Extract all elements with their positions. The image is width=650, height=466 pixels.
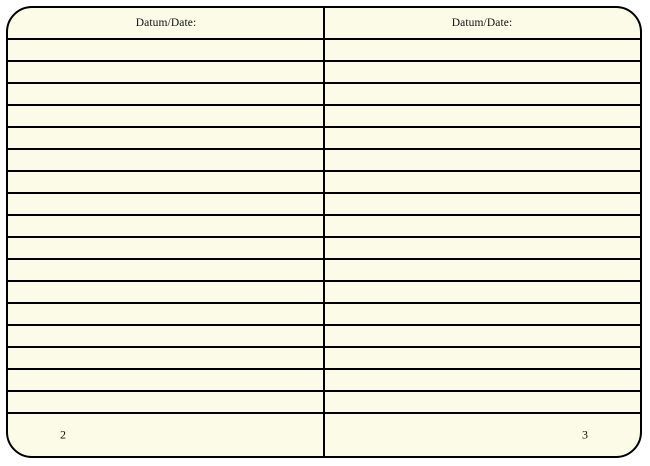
header-right-cell[interactable]	[324, 8, 640, 38]
writing-line-right[interactable]	[324, 128, 640, 148]
writing-line-left[interactable]	[8, 238, 324, 258]
writing-line-left[interactable]	[8, 348, 324, 368]
writing-line-right[interactable]	[324, 62, 640, 82]
writing-line-left[interactable]	[8, 150, 324, 170]
writing-line-right[interactable]	[324, 326, 640, 346]
writing-line-left[interactable]	[8, 128, 324, 148]
writing-line-left[interactable]	[8, 62, 324, 82]
footer-left-cell	[8, 414, 324, 456]
writing-line-right[interactable]	[324, 106, 640, 126]
date-label-left: Datum/Date:	[135, 17, 197, 29]
footer-right-cell	[324, 414, 640, 456]
writing-line-right[interactable]	[324, 348, 640, 368]
writing-line-right[interactable]	[324, 150, 640, 170]
notebook-page	[6, 6, 642, 458]
writing-line-left[interactable]	[8, 304, 324, 324]
writing-line-right[interactable]	[324, 238, 640, 258]
writing-line-left[interactable]	[8, 106, 324, 126]
writing-line-right[interactable]	[324, 370, 640, 390]
center-fold-divider	[323, 8, 325, 456]
date-label-right: Datum/Date:	[451, 17, 513, 29]
writing-line-left[interactable]	[8, 172, 324, 192]
writing-line-right[interactable]	[324, 392, 640, 412]
writing-line-right[interactable]	[324, 282, 640, 302]
writing-line-left[interactable]	[8, 392, 324, 412]
writing-line-left[interactable]	[8, 84, 324, 104]
writing-line-left[interactable]	[8, 216, 324, 236]
writing-line-right[interactable]	[324, 40, 640, 60]
page-number-left: 2	[60, 427, 66, 442]
header-left-cell[interactable]	[8, 8, 324, 38]
writing-line-right[interactable]	[324, 194, 640, 214]
writing-line-left[interactable]	[8, 326, 324, 346]
writing-line-left[interactable]	[8, 40, 324, 60]
writing-line-left[interactable]	[8, 370, 324, 390]
writing-line-left[interactable]	[8, 282, 324, 302]
page-number-right: 3	[582, 427, 588, 442]
writing-line-right[interactable]	[324, 172, 640, 192]
writing-line-right[interactable]	[324, 304, 640, 324]
writing-line-right[interactable]	[324, 216, 640, 236]
writing-line-left[interactable]	[8, 194, 324, 214]
writing-line-left[interactable]	[8, 260, 324, 280]
writing-line-right[interactable]	[324, 84, 640, 104]
writing-line-right[interactable]	[324, 260, 640, 280]
